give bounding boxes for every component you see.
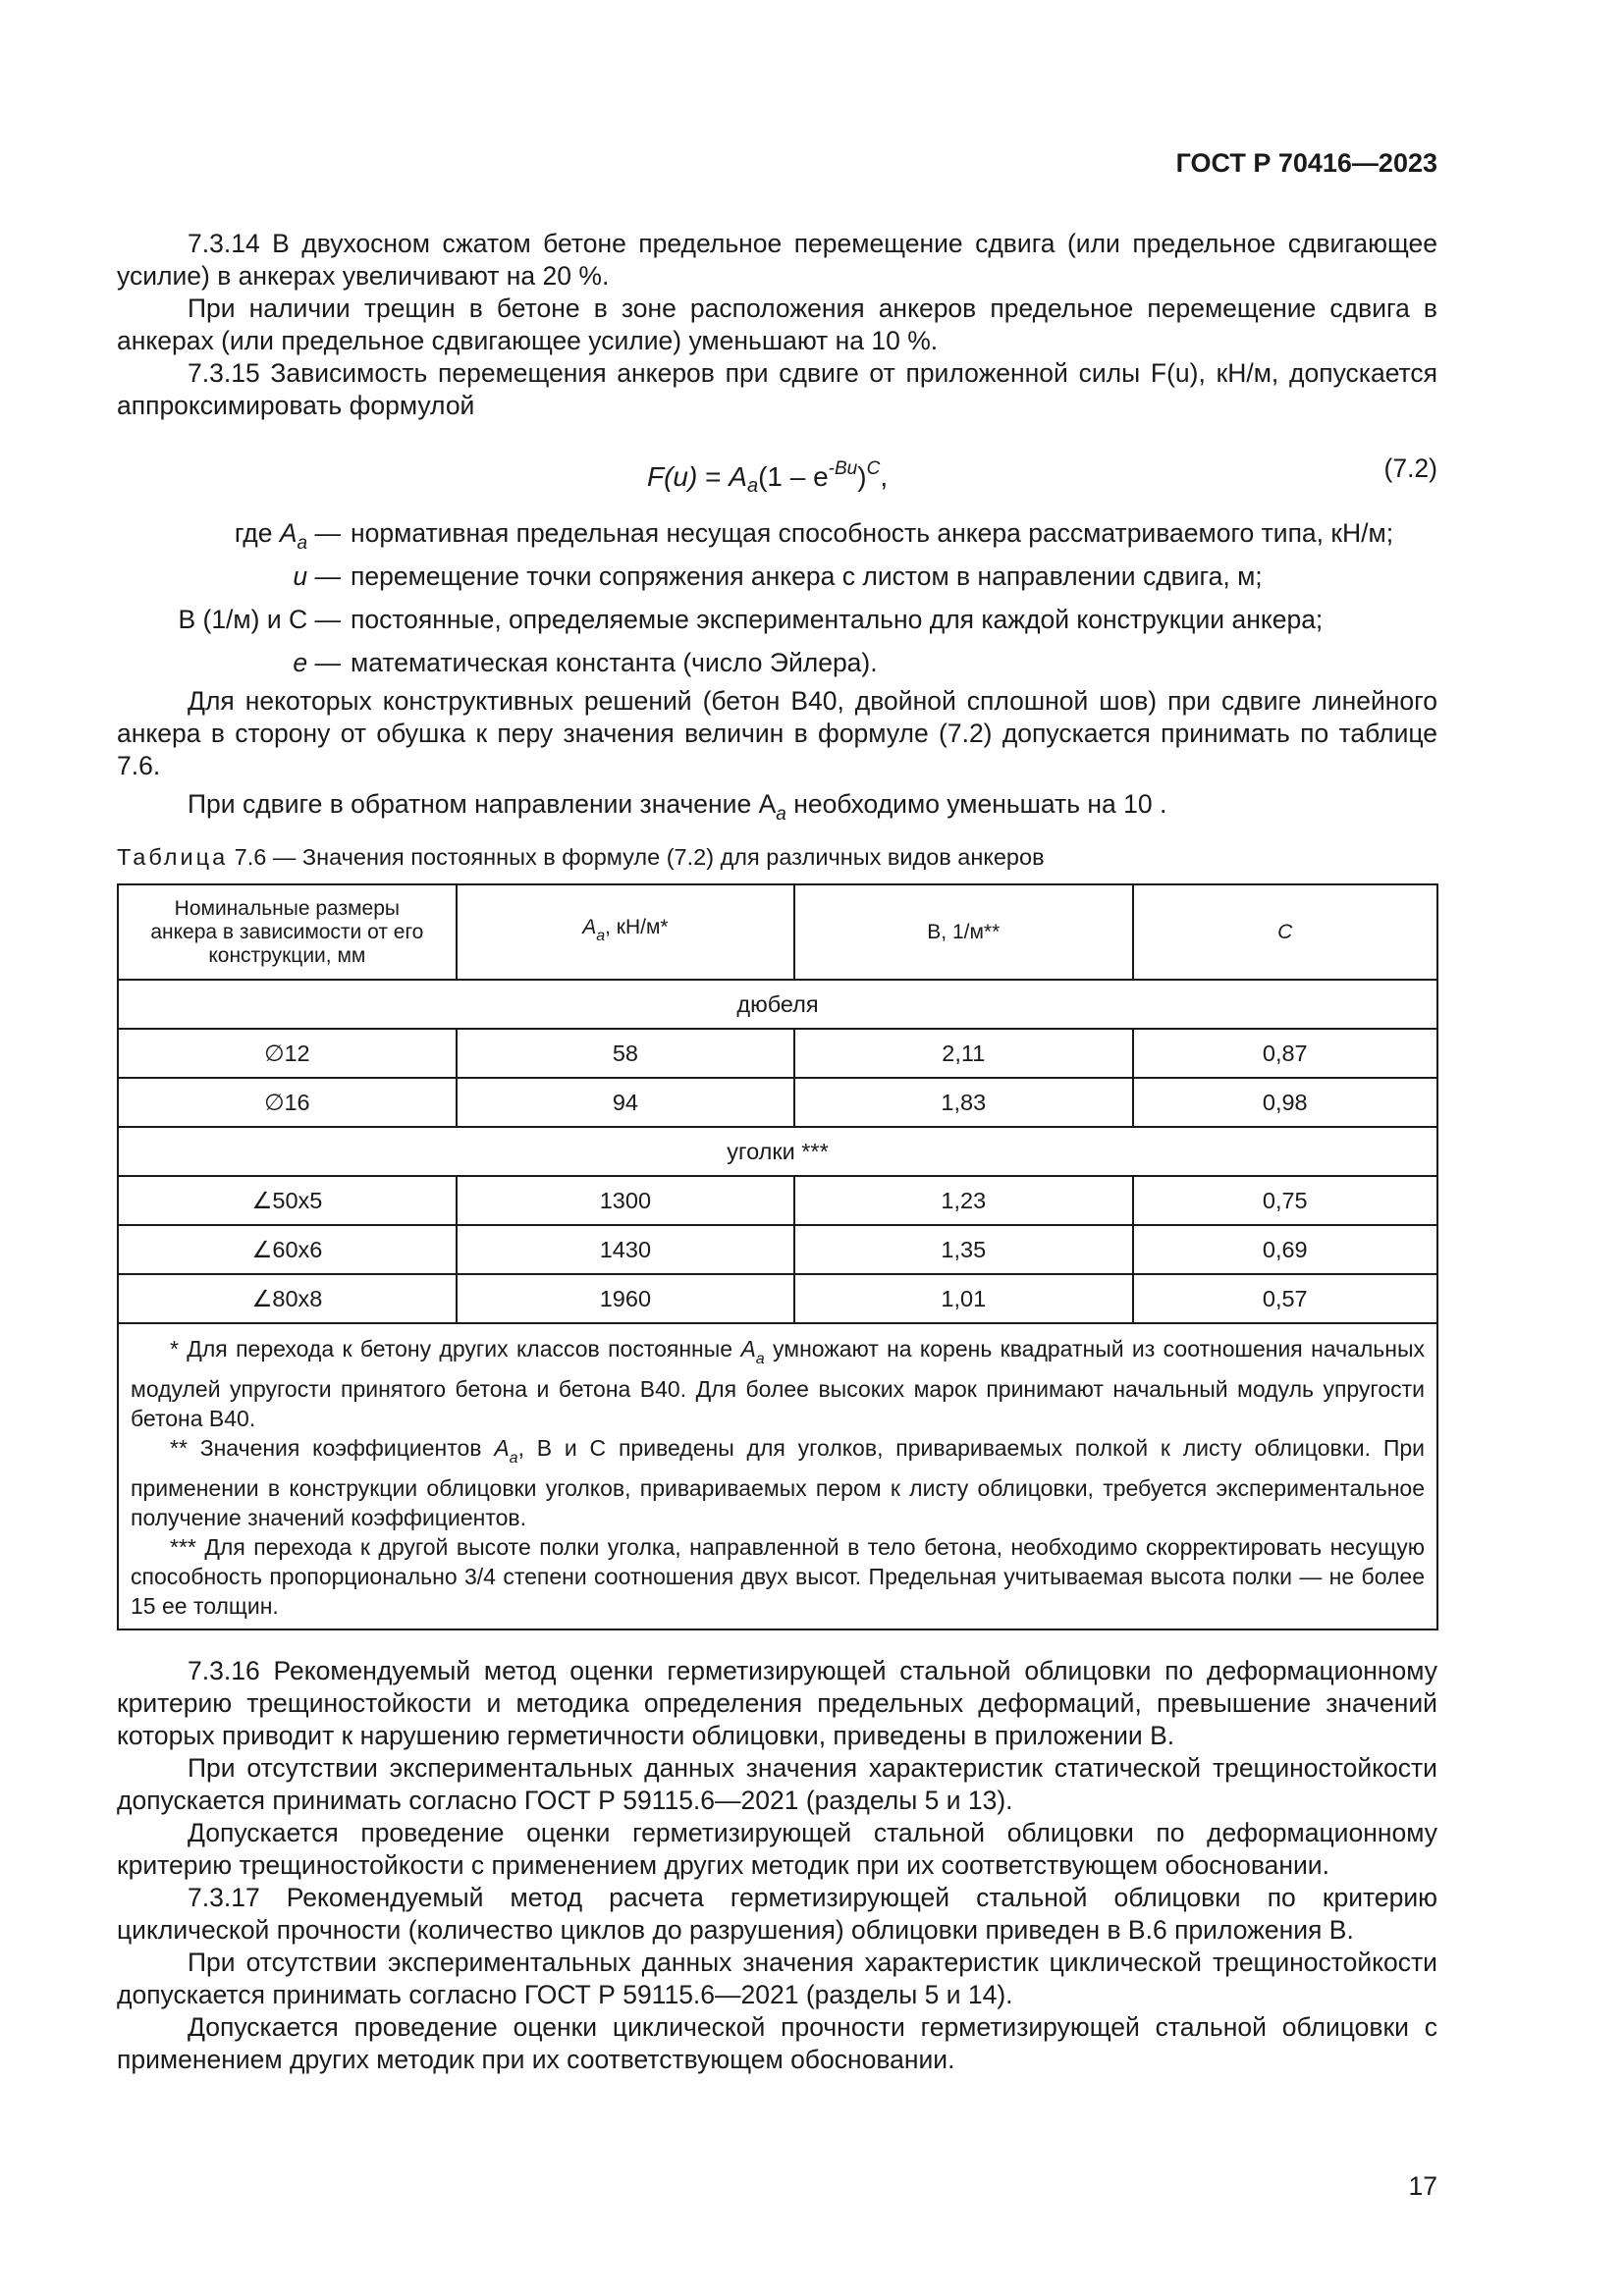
paragraph-other-methods-1: Допускается проведение оценки герметизирующей стальной облицовки по деформационному критерию трещиностойкости с применением других методик при их соответствующем обосновании. bbox=[117, 1818, 1437, 1880]
anchor-constants-table bbox=[117, 883, 1438, 1630]
where-item-b-c: B (1/м) и C — постоянные, определяемые экспериментально для каждой конструкции анкера; bbox=[178, 605, 1324, 634]
table-row: ∠50x5 1300 1,23 0,75 bbox=[118, 1176, 1437, 1225]
header-aa: $A_a$, кН/м* bbox=[457, 884, 794, 980]
table-notes-row bbox=[118, 1323, 1437, 1629]
paragraph-static-crack: При отсутствии экспериментальных данных значения характеристик статической трещиностойкости допускается принимать согласно ГОСТ Р 59115.6—2021 (разделы 5 и 13). bbox=[117, 1753, 1437, 1815]
table-row: ∅12 58 2,11 0,87 bbox=[118, 1029, 1437, 1078]
paragraph-other-methods-2: Допускается проведение оценки циклической прочности герметизирующей стальной облицовки с применением других методик при их соответствующем обосновании. bbox=[117, 2012, 1437, 2074]
paragraph-7-3-17: 7.3.17 Рекомендуемый метод расчета герметизирующей стальной облицовки по критерию циклической прочности (количество циклов до разрушения) облицовки приведен в В.6 приложения В. bbox=[117, 1883, 1437, 1945]
where-list bbox=[117, 517, 1437, 690]
header-anchor-size: Номинальные размеры анкера в зависимости от его конструкции, мм bbox=[118, 884, 457, 980]
table-row: ∅16 94 1,83 0,98 bbox=[118, 1078, 1437, 1127]
where-item-u: u — перемещение точки сопряжения анкера с листом в направлении сдвига, м; bbox=[293, 561, 1263, 591]
table-note-1: * Для перехода к бетону других классов постоянные $A_a$ умножают на корень квадратный из соотношения начальных модулей упругости принятого бетона и бетона В40. Для более высоких марок принимают начальный модуль упругости бетона В40. bbox=[131, 1336, 1425, 1431]
header-b: B, 1/м** bbox=[794, 884, 1132, 980]
page-number: 17 bbox=[1408, 2171, 1437, 2201]
table-group-row: уголки *** bbox=[118, 1127, 1437, 1176]
table-note-3: *** Для перехода к другой высоте полки уголка, направленной в тело бетона, необходимо скорректировать несущую способность пропорционально 3/4 степени соотношения двух высот. Предельная учитываемая высота полки — не более 15 ее толщин. bbox=[131, 1534, 1425, 1619]
section-mid bbox=[117, 685, 1437, 830]
table-group-row: дюбеля bbox=[118, 980, 1437, 1029]
formula-7-2 bbox=[117, 453, 1437, 497]
table-caption: Таблица 7.6 — Значения постоянных в формуле (7.2) для различных видов анкеров bbox=[117, 844, 1045, 870]
paragraph-7-3-16: 7.3.16 Рекомендуемый метод оценки герметизирующей стальной облицовки по деформационному критерию трещиностойкости и методика определения предельных деформаций, превышение значений которых приводит к нарушению герметичности облицовки, приведены в приложении В. bbox=[117, 1656, 1437, 1750]
formula-number: (7.2) bbox=[1383, 454, 1437, 483]
table-notes bbox=[118, 1323, 1437, 1629]
section-top bbox=[117, 228, 1437, 422]
paragraph-7-3-14: 7.3.14 В двухосном сжатом бетоне предельное перемещение сдвига (или предельное сдвигающее усилие) в анкерах увеличивают на 20 %. bbox=[117, 229, 1437, 291]
header-c: C bbox=[1133, 884, 1438, 980]
table-note-2: ** Значения коэффициентов $A_a$, B и C приведены для уголков, привариваемых полкой к листу облицовки. При применении в конструкции облицовки уголков, привариваемых пером к листу облицовки, требуется экспериментальное получение значений коэффициентов. bbox=[131, 1435, 1425, 1530]
section-bottom bbox=[117, 1655, 1437, 2076]
paragraph-7-3-15: 7.3.15 Зависимость перемещения анкеров при сдвиге от приложенной силы F(u), кН/м, допускается аппроксимировать формулой bbox=[117, 358, 1437, 420]
table-row: ∠80x8 1960 1,01 0,57 bbox=[118, 1274, 1437, 1323]
formula-expression: $F(u) = A_a(1 - e^{-Bu})^C$, bbox=[647, 458, 889, 497]
where-item-e: e — математическая константа (число Эйлера). bbox=[293, 648, 878, 677]
paragraph-cyclic-crack: При отсутствии экспериментальных данных значения характеристик циклической трещиностойкости допускается принимать согласно ГОСТ Р 59115.6—2021 (разделы 5 и 14). bbox=[117, 1948, 1437, 2009]
paragraph-b40: Для некоторых конструктивных решений (бетон В40, двойной сплошной шов) при сдвиге линейного анкера в сторону от обушка к перу значения величин в формуле (7.2) допускается принимать по таблице 7.6. bbox=[117, 686, 1437, 780]
where-item-aa: где $A_a$ — нормативная предельная несущая способность анкера рассматриваемого типа, кН/м; bbox=[234, 518, 1394, 554]
table-row: ∠60x6 1430 1,35 0,69 bbox=[118, 1225, 1437, 1274]
table-header-row bbox=[118, 884, 1437, 980]
paragraph-reverse: При сдвиге в обратном направлении значение $A_a$ необходимо уменьшать на 10 . bbox=[188, 789, 1167, 825]
document-header: ГОСТ Р 70416—2023 bbox=[1175, 148, 1437, 178]
paragraph-cracks: При наличии трещин в бетоне в зоне расположения анкеров предельное перемещение сдвига в анкерах (или предельное сдвигающее усилие) уменьшают на 10 %. bbox=[117, 294, 1437, 355]
